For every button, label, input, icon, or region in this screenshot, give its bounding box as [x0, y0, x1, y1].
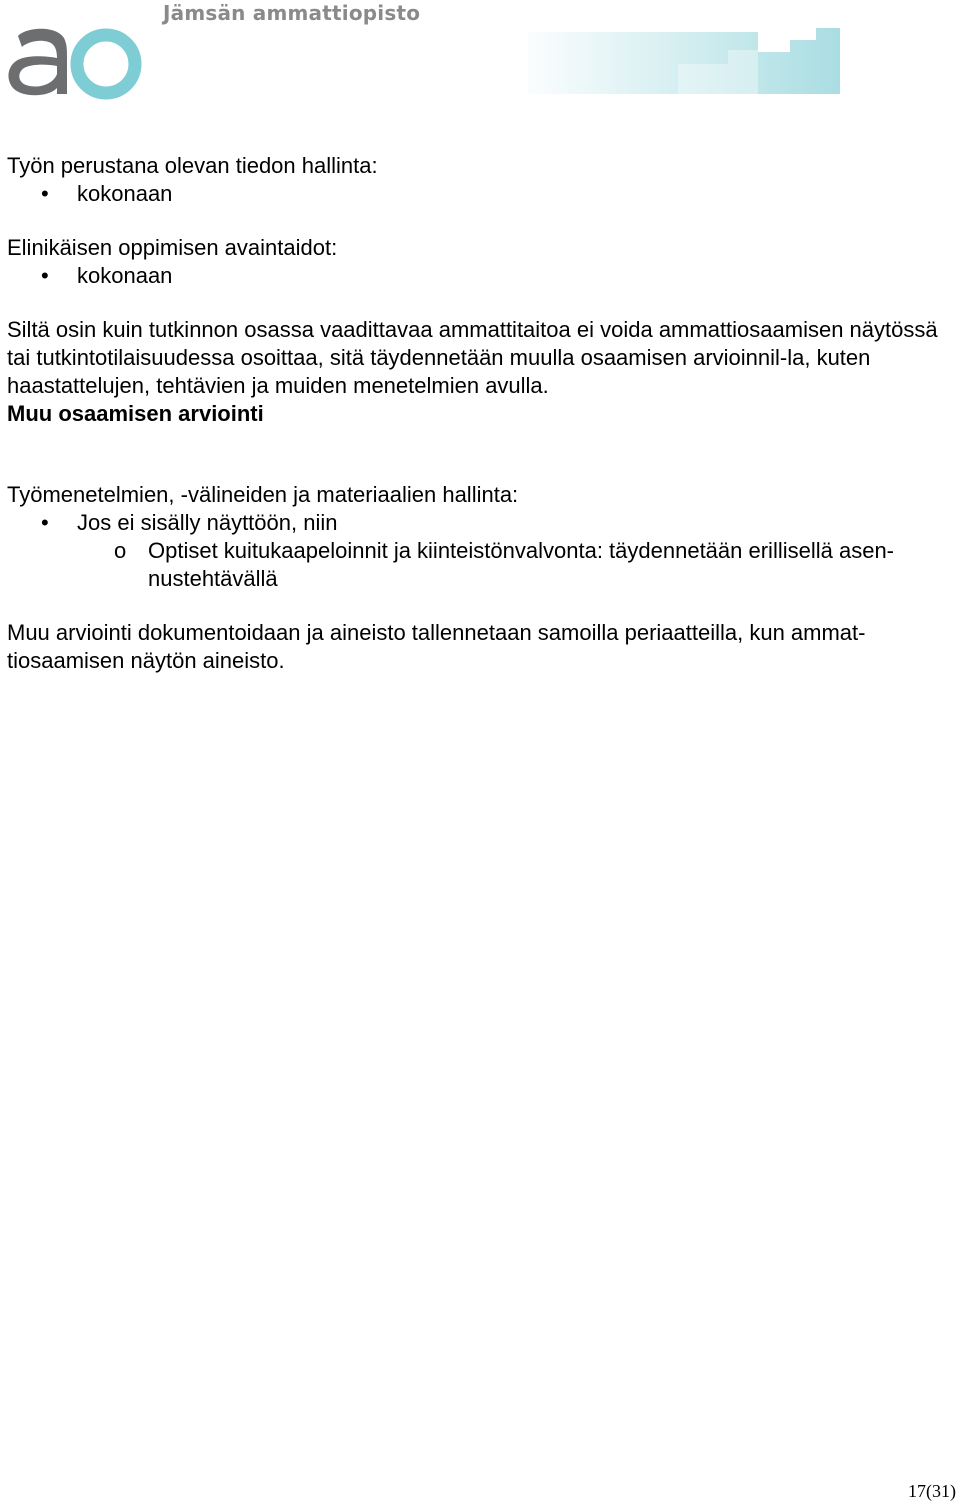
list-item — [7, 509, 952, 537]
section-title: Työn perustana olevan tiedon hallinta: — [7, 153, 378, 178]
list-item-text: Jos ei sisälly näyttöön, niin — [77, 510, 338, 535]
page-number: 17(31) — [908, 1481, 956, 1501]
document-header — [0, 0, 960, 110]
other-assessment-heading: Muu osaamisen arviointi — [7, 401, 264, 426]
knowledge-section — [7, 152, 952, 208]
circle-bullet-icon: o — [114, 538, 127, 563]
institution-name: Jämsän ammattiopisto — [163, 1, 421, 25]
stairs-graphic-icon — [528, 24, 840, 96]
list-item-text: kokonaan — [77, 263, 173, 288]
documentation-paragraph: Muu arviointi dokumentoidaan ja aineisto tallennetaan samoilla periaatteilla, kun ammat-tiosaamisen näytön aineisto. — [7, 620, 866, 673]
bullet-icon: • — [41, 263, 49, 288]
section-title: Elinikäisen oppimisen avaintaidot: — [7, 235, 338, 260]
lifelong-section — [7, 234, 952, 290]
bullet-icon: • — [41, 510, 49, 535]
sub-list-item-text: Optiset kuitukaapeloinnit ja kiinteistönvalvonta: täydennetään erillisellä asen-nustehtävällä — [148, 538, 895, 591]
supplement-paragraph: Siltä osin kuin tutkinnon osassa vaadittavaa ammattitaitoa ei voida ammattiosaamisen näytössä tai tutkintotilaisuudessa osoittaa, sitä täydennetään muulla osaamisen arvioinnil-la, kuten haastattelujen, tehtävien ja muiden menetelmien avulla. — [7, 317, 938, 398]
methods-section — [7, 481, 952, 593]
section-title: Työmenetelmien, -välineiden ja materiaalien hallinta: — [7, 482, 519, 507]
list-item — [7, 180, 952, 208]
list-item-text: kokonaan — [77, 181, 173, 206]
document-body — [7, 152, 952, 675]
list-item — [7, 262, 952, 290]
ao-logo-icon — [4, 14, 142, 100]
bullet-icon: • — [41, 181, 49, 206]
sub-list-item — [7, 537, 952, 593]
